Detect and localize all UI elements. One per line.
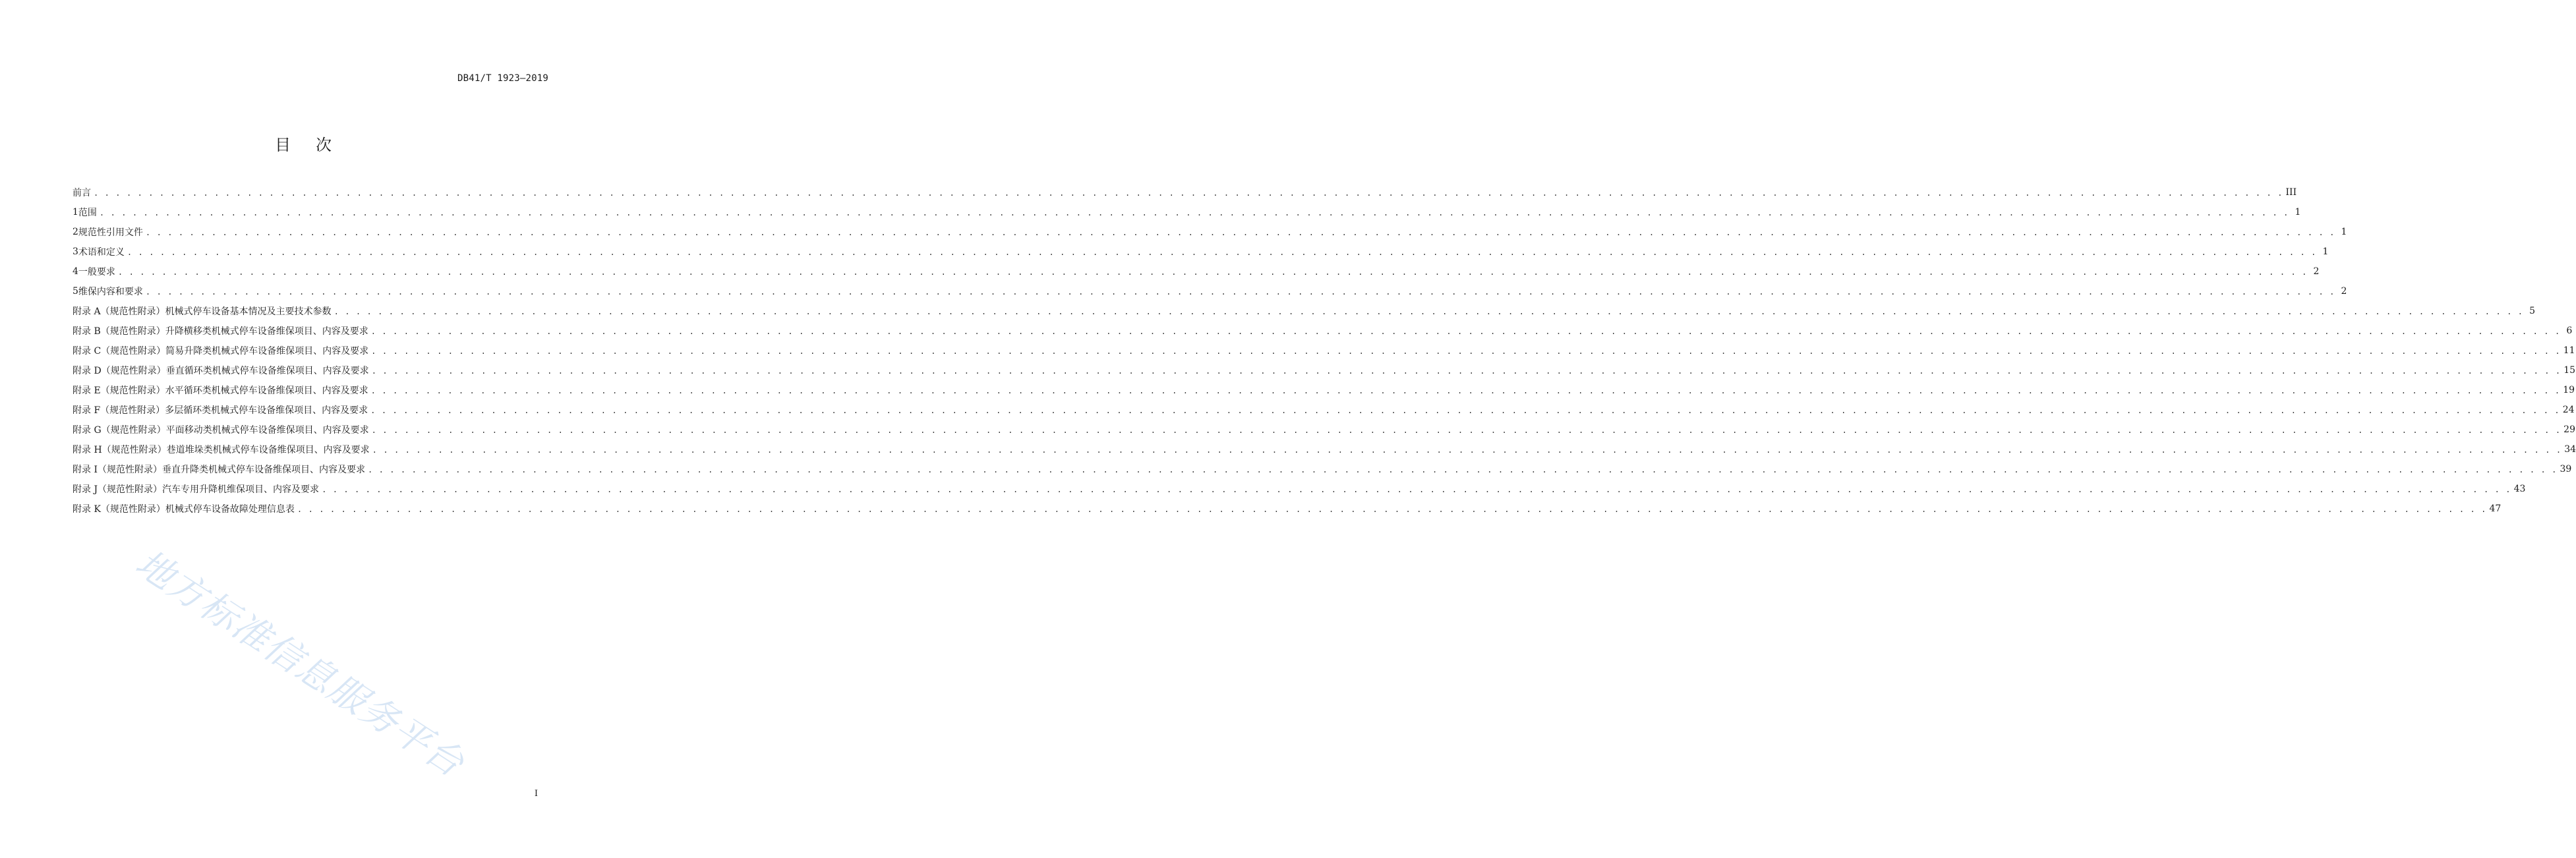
toc-entry-annex: 附录 A（规范性附录） [73,306,165,317]
toc-entry-annex: 附录 F（规范性附录） [73,405,165,416]
toc-entry-label: 范围 [78,208,97,218]
toc-entry-page: 11 [2563,345,2575,356]
toc-entry-leader-dots: . . . . . . . . . . . . . . . . . . . . . . . . . . . . . . . . . . . . . . . . . . . . . . . . . . . . . . . . . . . . . . . . . . . . . . . . . . . . . . . . . . . . . . . . . . . . . . . . . . . . . . . . . . . . . . . . . . . . . . . . . . . . . . . . . . . . . . . . . . . . . . . . . . . . . . . . . . . . . . . . . . . . . . . . . . . . . . . . . . . . . . . . . . . . . . . . . . . . . . . . [127,248,2317,257]
toc-entry-number: 2 [73,227,78,237]
toc-entry-page: 1 [2322,246,2329,257]
toc-entry-leader-dots: . . . . . . . . . . . . . . . . . . . . . . . . . . . . . . . . . . . . . . . . . . . . . . . . . . . . . . . . . . . . . . . . . . . . . . . . . . . . . . . . . . . . . . . . . . . . . . . . . . . . . . . . . . . . . . . . . . . . . . . . . . . . . . . . . . . . . . . . . . . . . . . . . . . . . . . . . . . . . . . . . . . . . . . . . . . . . . . . . . . . . . . . . . . . . . . . . . . . . . . . [297,505,2487,514]
toc-entry[interactable] [73,301,2536,321]
toc-entry[interactable] [73,202,2301,222]
toc-entry-page: 39 [2560,464,2572,474]
toc-entry-leader-dots: . . . . . . . . . . . . . . . . . . . . . . . . . . . . . . . . . . . . . . . . . . . . . . . . . . . . . . . . . . . . . . . . . . . . . . . . . . . . . . . . . . . . . . . . . . . . . . . . . . . . . . . . . . . . . . . . . . . . . . . . . . . . . . . . . . . . . . . . . . . . . . . . . . . . . . . . . . . . . . . . . . . . . . . . . . . . . . . . . . . . . . . . . . . . . . . . . . . . . . . . [371,347,2561,356]
toc-entry-label: 多层循环类机械式停车设备维保项目、内容及要求 [165,405,368,416]
toc-entry-label: 维保内容和要求 [78,287,143,297]
toc-entry-label: 机械式停车设备基本情况及主要技术参数 [165,306,332,317]
toc-entry-page: 15 [2563,365,2576,376]
toc-entry[interactable] [73,321,2573,341]
toc-entry[interactable] [73,459,2572,479]
toc-entry[interactable] [73,499,2502,519]
toc-entry[interactable] [73,222,2347,242]
toc-entry[interactable] [73,400,2575,420]
toc-title-char-2: 次 [316,136,332,154]
toc-entry[interactable] [73,479,2526,499]
document-code: DB41/T 1923—2019 [457,73,548,84]
toc-entry[interactable] [73,262,2320,281]
toc-entry-leader-dots: . . . . . . . . . . . . . . . . . . . . . . . . . . . . . . . . . . . . . . . . . . . . . . . . . . . . . . . . . . . . . . . . . . . . . . . . . . . . . . . . . . . . . . . . . . . . . . . . . . . . . . . . . . . . . . . . . . . . . . . . . . . . . . . . . . . . . . . . . . . . . . . . . . . . . . . . . . . . . . . . . . . . . . . . . . . . . . . . . . . . . . . . . . . . . . . . . . . . . . . . [334,307,2524,316]
toc-entry-leader-dots: . . . . . . . . . . . . . . . . . . . . . . . . . . . . . . . . . . . . . . . . . . . . . . . . . . . . . . . . . . . . . . . . . . . . . . . . . . . . . . . . . . . . . . . . . . . . . . . . . . . . . . . . . . . . . . . . . . . . . . . . . . . . . . . . . . . . . . . . . . . . . . . . . . . . . . . . . . . . . . . . . . . . . . . . . . . . . . . . . . . . . . . . . . . . . . . . . . . . . . . . [145,287,2335,297]
toc-entry-label: 升降横移类机械式停车设备维保项目、内容及要求 [165,326,368,337]
toc-entry-annex: 附录 H（规范性附录） [73,445,167,455]
toc-entry-number: 3 [73,246,78,257]
toc-entry-annex: 附录 B（规范性附录） [73,326,165,337]
toc-entry-page: 24 [2562,405,2575,415]
toc-entry-label: 规范性引用文件 [78,227,143,238]
toc-entry-annex: 附录 I（规范性附录） [73,465,162,475]
toc-entry-page: 5 [2529,306,2536,316]
toc-entry-label: 一般要求 [78,267,115,277]
toc-entry-page: 34 [2564,444,2576,455]
toc-entry-annex: 附录 J（规范性附录） [73,484,163,495]
toc-entry[interactable] [73,242,2329,262]
toc-entry-label: 汽车专用升降机维保项目、内容及要求 [162,484,320,495]
toc-entry-label: 术语和定义 [78,247,125,258]
toc-entry-leader-dots: . . . . . . . . . . . . . . . . . . . . . . . . . . . . . . . . . . . . . . . . . . . . . . . . . . . . . . . . . . . . . . . . . . . . . . . . . . . . . . . . . . . . . . . . . . . . . . . . . . . . . . . . . . . . . . . . . . . . . . . . . . . . . . . . . . . . . . . . . . . . . . . . . . . . . . . . . . . . . . . . . . . . . . . . . . . . . . . . . . . . . . . . . . . . . . . . . . . . . . . . [370,327,2561,336]
toc-entry-leader-dots: . . . . . . . . . . . . . . . . . . . . . . . . . . . . . . . . . . . . . . . . . . . . . . . . . . . . . . . . . . . . . . . . . . . . . . . . . . . . . . . . . . . . . . . . . . . . . . . . . . . . . . . . . . . . . . . . . . . . . . . . . . . . . . . . . . . . . . . . . . . . . . . . . . . . . . . . . . . . . . . . . . . . . . . . . . . . . . . . . . . . . . . . . . . . . . . . . . . . . . . . [371,426,2561,435]
toc-entry-page: III [2285,187,2297,198]
toc-entry-number: 5 [73,286,78,297]
toc-entry-label: 水平循环类机械式停车设备维保项目、内容及要求 [165,386,368,396]
toc-entry-leader-dots: . . . . . . . . . . . . . . . . . . . . . . . . . . . . . . . . . . . . . . . . . . . . . . . . . . . . . . . . . . . . . . . . . . . . . . . . . . . . . . . . . . . . . . . . . . . . . . . . . . . . . . . . . . . . . . . . . . . . . . . . . . . . . . . . . . . . . . . . . . . . . . . . . . . . . . . . . . . . . . . . . . . . . . . . . . . . . . . . . . . . . . . . . . . . . . . . . . . . . . . . [117,268,2308,277]
toc-title-char-1: 目 [275,136,291,154]
toc-entry-leader-dots: . . . . . . . . . . . . . . . . . . . . . . . . . . . . . . . . . . . . . . . . . . . . . . . . . . . . . . . . . . . . . . . . . . . . . . . . . . . . . . . . . . . . . . . . . . . . . . . . . . . . . . . . . . . . . . . . . . . . . . . . . . . . . . . . . . . . . . . . . . . . . . . . . . . . . . . . . . . . . . . . . . . . . . . . . . . . . . . . . . . . . . . . . . . . . . . . . . . . . . . . [370,406,2560,415]
toc-entry[interactable] [73,183,2297,202]
toc-entry-label: 垂直升降类机械式停车设备维保项目、内容及要求 [161,465,365,475]
toc-entry[interactable] [73,281,2347,301]
toc-entry[interactable] [73,341,2575,360]
toc-entry-page: 47 [2489,503,2502,514]
toc-entry-number: 1 [73,207,78,217]
toc-entry-leader-dots: . . . . . . . . . . . . . . . . . . . . . . . . . . . . . . . . . . . . . . . . . . . . . . . . . . . . . . . . . . . . . . . . . . . . . . . . . . . . . . . . . . . . . . . . . . . . . . . . . . . . . . . . . . . . . . . . . . . . . . . . . . . . . . . . . . . . . . . . . . . . . . . . . . . . . . . . . . . . . . . . . . . . . . . . . . . . . . . . . . . . . . . . . . . . . . . . . . . . . . . . [367,465,2558,474]
toc-entry-page: 1 [2295,207,2301,217]
toc-entry-leader-dots: . . . . . . . . . . . . . . . . . . . . . . . . . . . . . . . . . . . . . . . . . . . . . . . . . . . . . . . . . . . . . . . . . . . . . . . . . . . . . . . . . . . . . . . . . . . . . . . . . . . . . . . . . . . . . . . . . . . . . . . . . . . . . . . . . . . . . . . . . . . . . . . . . . . . . . . . . . . . . . . . . . . . . . . . . . . . . . . . . . . . . . . . . . . . . . . . . . . . . . . . [145,228,2335,237]
toc-entry-label: 机械式停车设备故障处理信息表 [165,504,295,515]
toc-entry-annex: 附录 C（规范性附录） [73,346,166,357]
toc-entry-annex: 附录 E（规范性附录） [73,386,165,396]
toc-entry-page: 19 [2563,385,2575,395]
toc-entry[interactable] [73,420,2575,440]
toc-entry-page: 6 [2566,326,2573,336]
toc-entry-leader-dots: . . . . . . . . . . . . . . . . . . . . . . . . . . . . . . . . . . . . . . . . . . . . . . . . . . . . . . . . . . . . . . . . . . . . . . . . . . . . . . . . . . . . . . . . . . . . . . . . . . . . . . . . . . . . . . . . . . . . . . . . . . . . . . . . . . . . . . . . . . . . . . . . . . . . . . . . . . . . . . . . . . . . . . . . . . . . . . . . . . . . . . . . . . . . . . . . . . . . . . . . [94,188,2283,198]
toc-entry-label: 前言 [73,188,91,198]
toc-title [0,132,606,155]
toc-entry-leader-dots: . . . . . . . . . . . . . . . . . . . . . . . . . . . . . . . . . . . . . . . . . . . . . . . . . . . . . . . . . . . . . . . . . . . . . . . . . . . . . . . . . . . . . . . . . . . . . . . . . . . . . . . . . . . . . . . . . . . . . . . . . . . . . . . . . . . . . . . . . . . . . . . . . . . . . . . . . . . . . . . . . . . . . . . . . . . . . . . . . . . . . . . . . . . . . . . . . . . . . . . . [370,386,2561,395]
toc-entry-page: 2 [2341,286,2347,297]
page-number: I [534,789,538,799]
toc-entry-annex: 附录 K（规范性附录） [73,504,165,515]
toc-entry-label: 垂直循环类机械式停车设备维保项目、内容及要求 [165,366,369,376]
toc-entry-leader-dots: . . . . . . . . . . . . . . . . . . . . . . . . . . . . . . . . . . . . . . . . . . . . . . . . . . . . . . . . . . . . . . . . . . . . . . . . . . . . . . . . . . . . . . . . . . . . . . . . . . . . . . . . . . . . . . . . . . . . . . . . . . . . . . . . . . . . . . . . . . . . . . . . . . . . . . . . . . . . . . . . . . . . . . . . . . . . . . . . . . . . . . . . . . . . . . . . . . . . . . . . [372,445,2562,455]
watermark: 地方标准信息服务平台 [128,542,472,786]
toc-entry-label: 平面移动类机械式停车设备维保项目、内容及要求 [165,425,369,436]
toc-entry[interactable] [73,440,2576,459]
toc-entry-annex: 附录 D（规范性附录） [73,366,166,376]
toc-entry-leader-dots: . . . . . . . . . . . . . . . . . . . . . . . . . . . . . . . . . . . . . . . . . . . . . . . . . . . . . . . . . . . . . . . . . . . . . . . . . . . . . . . . . . . . . . . . . . . . . . . . . . . . . . . . . . . . . . . . . . . . . . . . . . . . . . . . . . . . . . . . . . . . . . . . . . . . . . . . . . . . . . . . . . . . . . . . . . . . . . . . . . . . . . . . . . . . . . . . . . . . . . . . [99,208,2289,217]
toc-entry-annex: 附录 G（规范性附录） [73,425,166,436]
toc-entry-page: 43 [2513,484,2526,494]
toc-entry-label: 巷道堆垛类机械式停车设备维保项目、内容及要求 [166,445,370,455]
toc-entry-label: 简易升降类机械式停车设备维保项目、内容及要求 [165,346,369,357]
toc-entry-page: 2 [2313,266,2320,277]
table-of-contents [73,183,2576,519]
toc-entry[interactable] [73,360,2576,380]
toc-entry-page: 29 [2563,424,2575,435]
toc-entry-leader-dots: . . . . . . . . . . . . . . . . . . . . . . . . . . . . . . . . . . . . . . . . . . . . . . . . . . . . . . . . . . . . . . . . . . . . . . . . . . . . . . . . . . . . . . . . . . . . . . . . . . . . . . . . . . . . . . . . . . . . . . . . . . . . . . . . . . . . . . . . . . . . . . . . . . . . . . . . . . . . . . . . . . . . . . . . . . . . . . . . . . . . . . . . . . . . . . . . . . . . . . . . [371,366,2561,376]
toc-entry-page: 1 [2341,227,2347,237]
toc-entry[interactable] [73,380,2575,400]
toc-entry-number: 4 [73,266,78,277]
toc-entry-leader-dots: . . . . . . . . . . . . . . . . . . . . . . . . . . . . . . . . . . . . . . . . . . . . . . . . . . . . . . . . . . . . . . . . . . . . . . . . . . . . . . . . . . . . . . . . . . . . . . . . . . . . . . . . . . . . . . . . . . . . . . . . . . . . . . . . . . . . . . . . . . . . . . . . . . . . . . . . . . . . . . . . . . . . . . . . . . . . . . . . . . . . . . . . . . . . . . . . . . . . . . . . [322,485,2511,494]
